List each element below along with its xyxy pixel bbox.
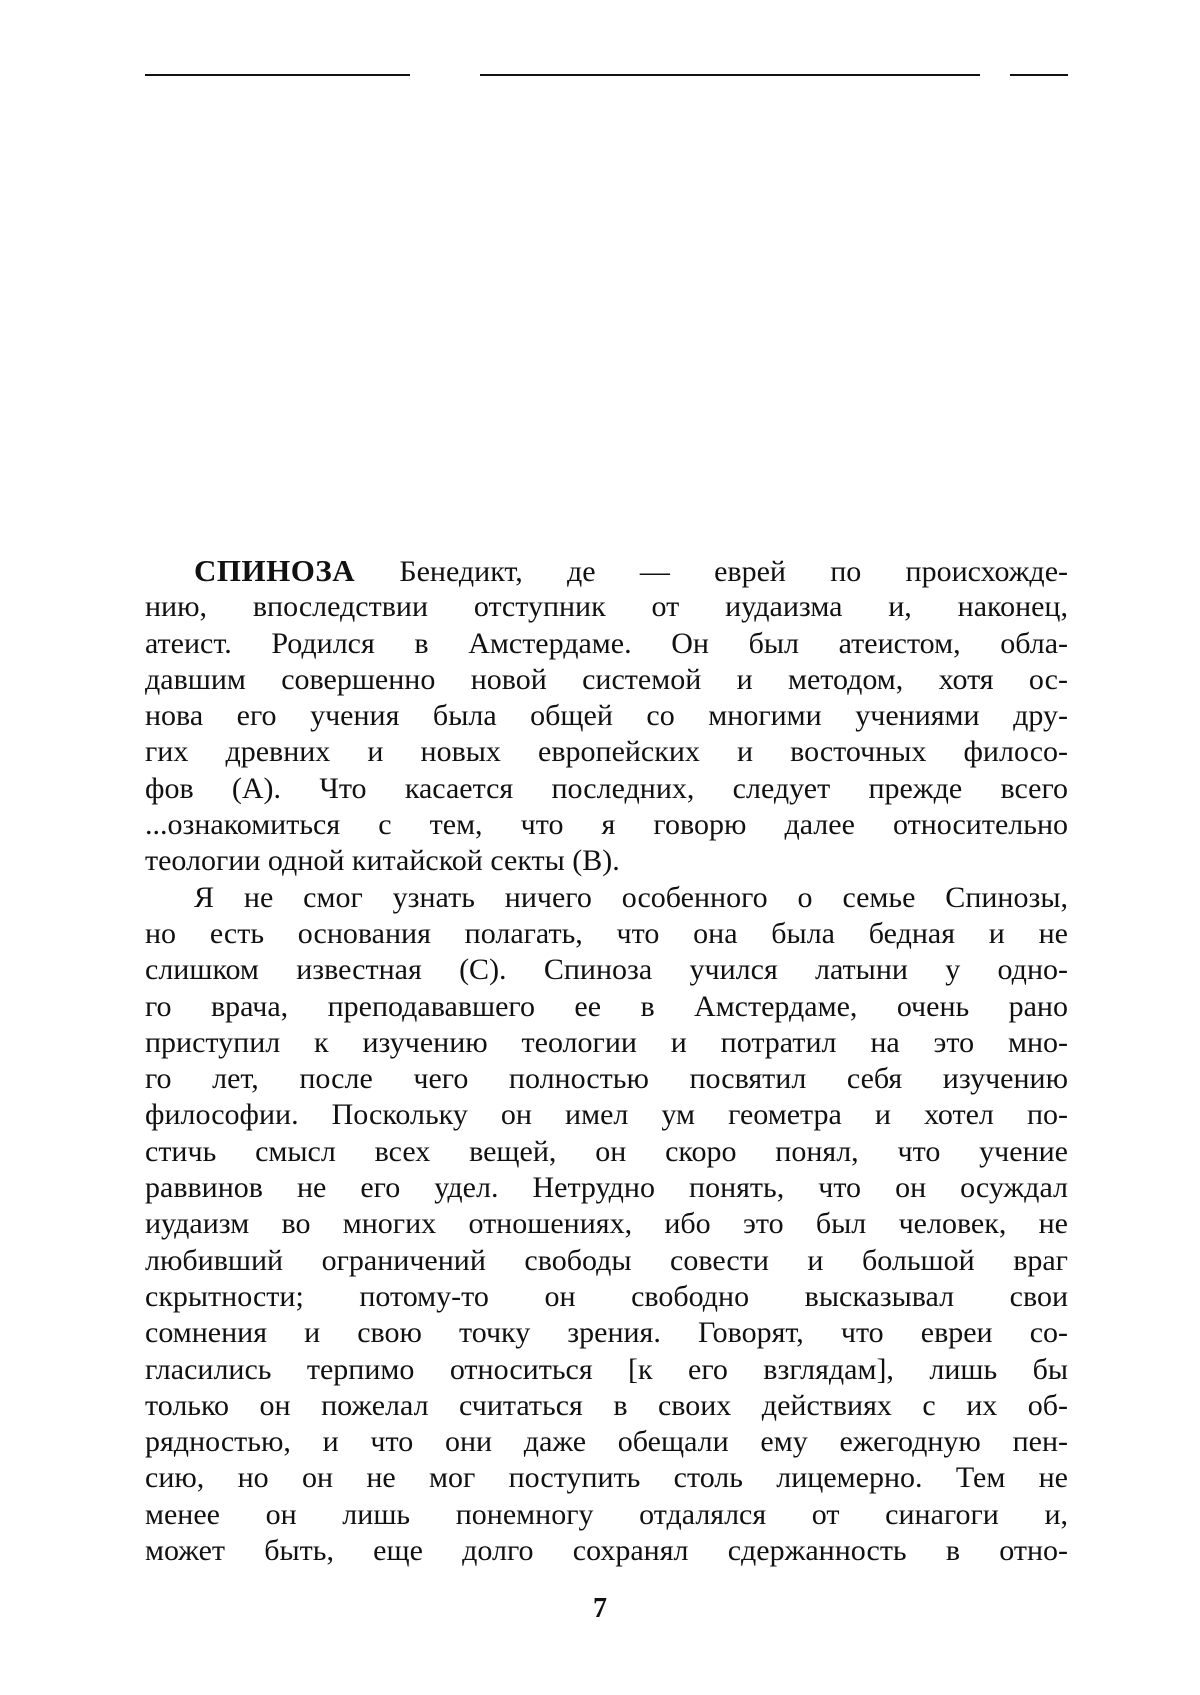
text-line: давшим совершенно новой системой и методом, хотя ос- [145,662,1068,696]
text-line: стичь смысл всех вещей, он скоро понял, что учение [145,1134,1068,1168]
text-line: раввинов не его удел. Нетрудно понять, что он осуждал [145,1171,1068,1205]
page-number: 7 [593,1593,607,1624]
header-rule [145,74,1068,76]
text-line: атеист. Родился в Амстердаме. Он был атеистом, обла- [145,626,1068,660]
text-line: философии. Поскольку он имел ум геометра и хотел по- [145,1098,1068,1132]
text-line: скрытности; потому-то он свободно высказывал свои [145,1279,1068,1313]
text-line: ...ознакомиться с тем, что я говорю далее относительно [145,808,1068,842]
text-line: СПИНОЗА Бенедикт, де — еврей по происхожде- [194,553,1068,588]
text-line: фов (А). Что касается последних, следует прежде всего [145,771,1068,805]
text-line: гласились терпимо относиться [к его взглядам], лишь бы [145,1352,1068,1386]
text-line: иудаизм во многих отношениях, ибо это был человек, не [145,1207,1068,1241]
text-line: слишком известная (С). Спиноза учился латыни у одно- [145,953,1068,987]
text-line: сию, но он не мог поступить столь лицемерно. Тем не [145,1461,1068,1495]
text-line: только он пожелал считаться в своих действиях с их об- [145,1388,1068,1422]
text-line: менее он лишь понемногу отдалялся от синагоги и, [145,1497,1068,1531]
text-line: сомнения и свою точку зрения. Говорят, что евреи со- [145,1316,1068,1350]
text-line: нию, впоследствии отступник от иудаизма и, наконец, [145,590,1068,624]
text-line: рядностью, и что они даже обещали ему ежегодную пен- [145,1425,1068,1459]
text-line: теологии одной китайской секты (В). [145,844,620,878]
text-line: гих древних и новых европейских и восточных филосо- [145,735,1068,769]
text-line: нова его учения была общей со многими учениями дру- [145,699,1068,733]
text-line: го лет, после чего полностью посвятил себя изучению [145,1062,1068,1096]
text-line: го врача, преподававшего ее в Амстердаме, очень рано [145,989,1068,1023]
text-line: приступил к изучению теологии и потратил на это мно- [145,1025,1068,1059]
text-line: может быть, еще долго сохранял сдержанность в отно- [145,1534,1068,1568]
text-line: но есть основания полагать, что она была бедная и не [145,916,1068,950]
entry-headword: СПИНОЗА [194,553,356,588]
body-text [145,553,1068,1569]
text-line: любивший ограничений свободы совести и большой враг [145,1243,1068,1277]
text-line: Я не смог узнать ничего особенного о семье Спинозы, [194,880,1068,914]
